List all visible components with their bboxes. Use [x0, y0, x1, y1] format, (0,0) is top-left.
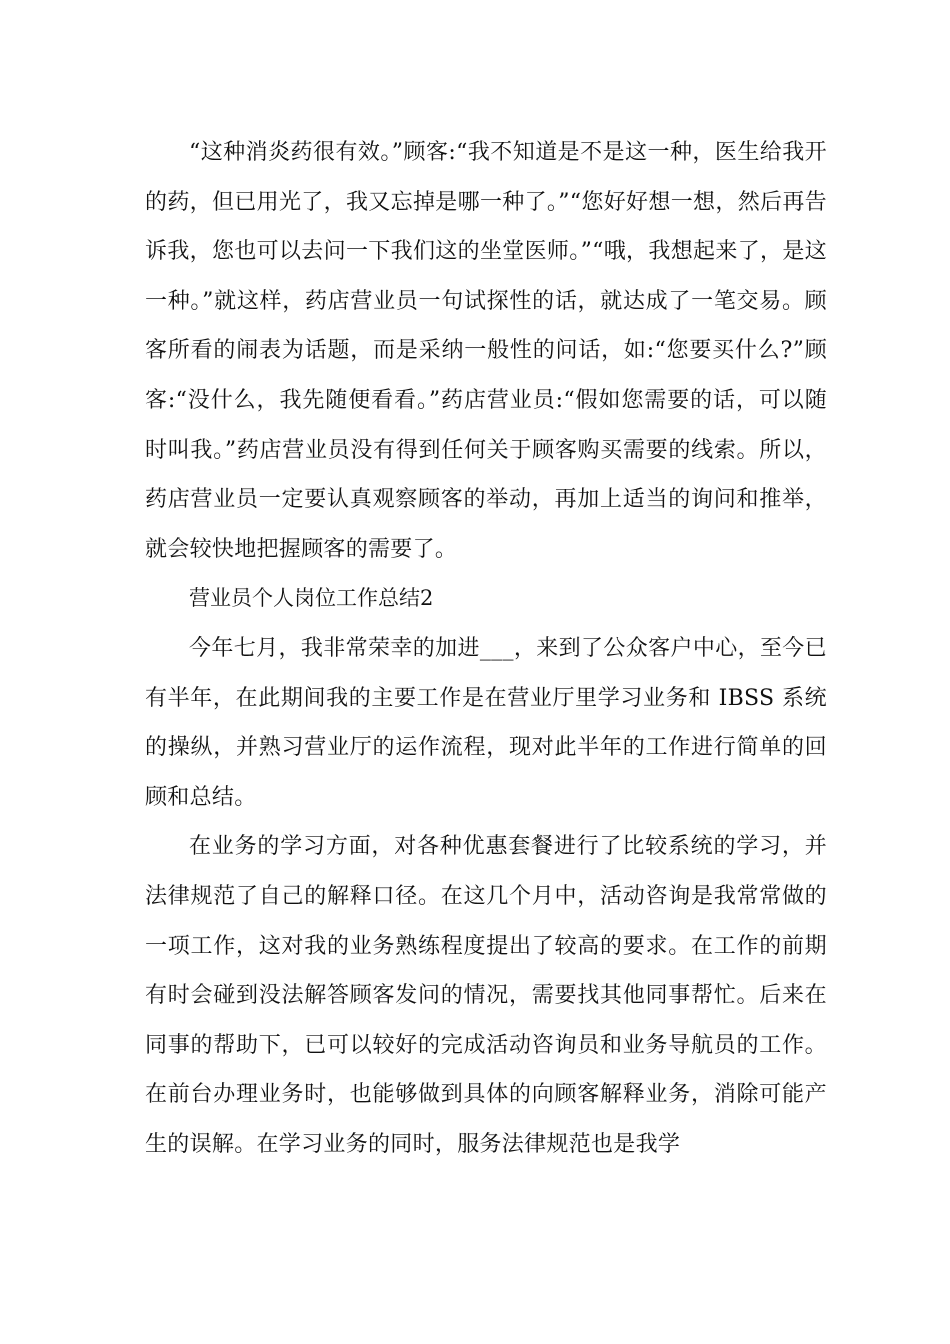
paragraph-business-learning: 在业务的学习方面，对各种优惠套餐进行了比较系统的学习，并法律规范了自己的解释口径。在这几个月中，活动咨询是我常常做的一项工作，这对我的业务熟练程度提出了较高的要求。在工作的前期有时会碰到没法解答顾客发问的情况，需要找其他同事帮忙。后来在同事的帮助下，已可以较好的完成活动咨询员和业务导航员的工作。在前台办理业务时，也能够做到具体的向顾客解释业务，消除可能产生的误解。在学习业务的同时，服务法律规范也是我学 [145, 834, 827, 1157]
document-body [145, 128, 827, 1169]
paragraph-dialogue: “这种消炎药很有效。”顾客:“我不知道是不是这一种，医生给我开的药，但已用光了，我又忘掉是哪一种了。”“您好好想一想，然后再告诉我，您也可以去问一下我们这的坐堂医师。”“哦，我想起来了，是这一种。”就这样，药店营业员一句试探性的话，就达成了一笔交易。顾客所看的闹表为话题，而是采纳一般性的问话，如:“您要买什么?”顾客:“没什么，我先随便看看。”药店营业员:“假如您需要的话，可以随时叫我。”药店营业员没有得到任何关于顾客购买需要的线索。所以，药店营业员一定要认真观察顾客的举动，再加上适当的询问和推举，就会较快地把握顾客的需要了。 [145, 140, 827, 562]
paragraph-intro: 今年七月，我非常荣幸的加进___，来到了公众客户中心，至今已有半年，在此期间我的主要工作是在营业厅里学习业务和 IBSS 系统的操纵，并熟习营业厅的运作流程，现对此半年的工作进行简单的回顾和总结。 [145, 635, 827, 810]
section-heading: 营业员个人岗位工作总结2 [189, 586, 434, 611]
